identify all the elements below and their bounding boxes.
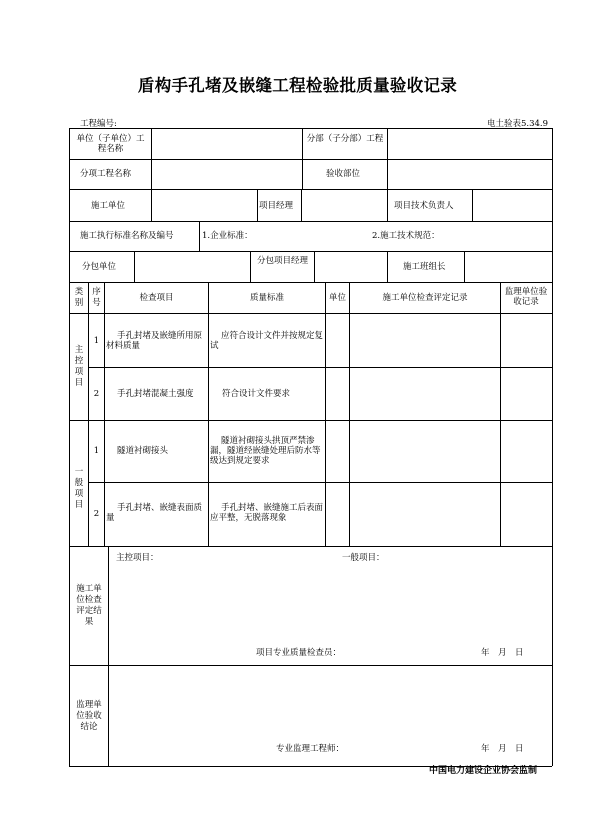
col-seq: 序号: [92, 287, 101, 308]
cell-divider: [134, 251, 135, 282]
row-divider: [69, 189, 552, 190]
subcontract-unit-label: 分包单位: [82, 262, 117, 272]
cell-divider: [314, 251, 315, 282]
row-divider: [69, 665, 552, 666]
table-border-left: [69, 128, 70, 766]
tech-lead-label: 项目技术负责人: [394, 201, 454, 211]
row-divider: [69, 420, 552, 421]
contractor-date: 年 月 日: [481, 648, 524, 658]
general-row-1-item: 隧道衬砌接头: [117, 446, 169, 456]
standard-label: 施工执行标准名称及编号: [80, 231, 174, 241]
construction-unit-label: 施工单位: [91, 201, 126, 211]
enterprise-standard: 1.企业标准：: [202, 231, 253, 241]
cell-divider: [387, 128, 388, 189]
part-label: 分部（子分部）工程: [306, 134, 384, 144]
cell-divider: [387, 251, 388, 282]
cell-divider: [349, 282, 350, 546]
main-row-1-seq: 1: [93, 336, 100, 346]
form-code: 电土验表5.34.9: [486, 119, 548, 129]
cell-divider: [500, 282, 501, 546]
row-divider: [69, 221, 552, 222]
cell-divider: [199, 221, 200, 251]
team-leader-label: 施工班组长: [403, 262, 446, 272]
cell-divider: [108, 546, 109, 766]
table-border-top: [69, 128, 552, 129]
tech-spec: 2.施工技术规范：: [372, 231, 440, 241]
cell-divider: [387, 189, 388, 221]
row-divider: [69, 251, 552, 252]
row-divider: [69, 546, 552, 547]
row-divider: [88, 367, 552, 368]
supervisor-conclusion-label: 监理单位验收结论: [76, 700, 102, 732]
main-control-label: 主控项目: [74, 345, 84, 388]
row-divider: [69, 313, 552, 314]
table-border-right: [552, 128, 553, 766]
general-row-2-seq: 2: [93, 509, 100, 519]
main-row-2-standard: 符合设计文件要求: [222, 389, 291, 399]
main-row-1-item: 手孔封堵及嵌缝所用原材料质量: [106, 331, 203, 351]
contractor-conclusion-label: 施工单位检查评定结果: [76, 584, 102, 627]
engineer-label: 专业监理工程师：: [276, 744, 345, 754]
cell-divider: [151, 128, 152, 189]
cell-divider: [325, 282, 326, 546]
row-divider: [88, 482, 552, 483]
cell-divider: [151, 189, 152, 221]
cell-divider: [464, 251, 465, 282]
col-contractor-record: 施工单位检查评定记录: [382, 293, 468, 303]
cell-divider: [257, 189, 258, 221]
col-supervisor-record: 监理单位验收记录: [504, 287, 548, 307]
cell-divider: [88, 282, 89, 546]
col-category: 类别: [74, 287, 84, 308]
col-item: 检查项目: [139, 293, 174, 303]
main-row-2-item: 手孔封堵混凝土强度: [117, 389, 194, 399]
general-row-2-item: 手孔封堵、嵌缝表面质量: [106, 503, 203, 523]
col-unit: 单位: [328, 293, 346, 303]
row-divider: [69, 282, 552, 283]
general-row-2-standard: 手孔封堵、嵌缝施工后表面应平整，无脱落现象: [210, 503, 324, 523]
acceptance-part-label: 验收部位: [326, 169, 361, 179]
subitem-label: 分项工程名称: [80, 169, 132, 179]
row-divider: [69, 159, 552, 160]
subcontract-manager-label: 分包项目经理: [256, 256, 308, 266]
page-title: 盾构手孔堵及嵌缝工程检验批质量验收记录: [137, 76, 458, 95]
project-manager-label: 项目经理: [259, 201, 294, 211]
cell-divider: [301, 189, 302, 221]
general-row-1-seq: 1: [93, 446, 100, 456]
main-row-1-standard: 应符合设计文件并按规定复试: [210, 331, 324, 351]
conclusion-main-label: 主控项目：: [116, 553, 159, 563]
project-code-label: 工程编号:: [80, 119, 117, 129]
supervisor-date: 年 月 日: [481, 744, 524, 754]
footer-issuer: 中国电力建设企业协会监制: [428, 766, 537, 776]
unit-label: 单位（子单位）工程名称: [76, 134, 145, 154]
general-row-1-standard: 隧道衬砌接头拱顶严禁渗漏，隧道经嵌缝处理后防水等级达到规定要求: [210, 436, 321, 466]
inspector-label: 项目专业质量检查员：: [256, 648, 342, 658]
col-standard: 质量标准: [249, 293, 284, 303]
cell-divider: [208, 282, 209, 546]
cell-divider: [104, 282, 105, 546]
cell-divider: [472, 189, 473, 221]
conclusion-general-label: 一般项目：: [342, 553, 385, 563]
general-label: 一般项目: [74, 467, 84, 510]
main-row-2-seq: 2: [93, 389, 100, 399]
